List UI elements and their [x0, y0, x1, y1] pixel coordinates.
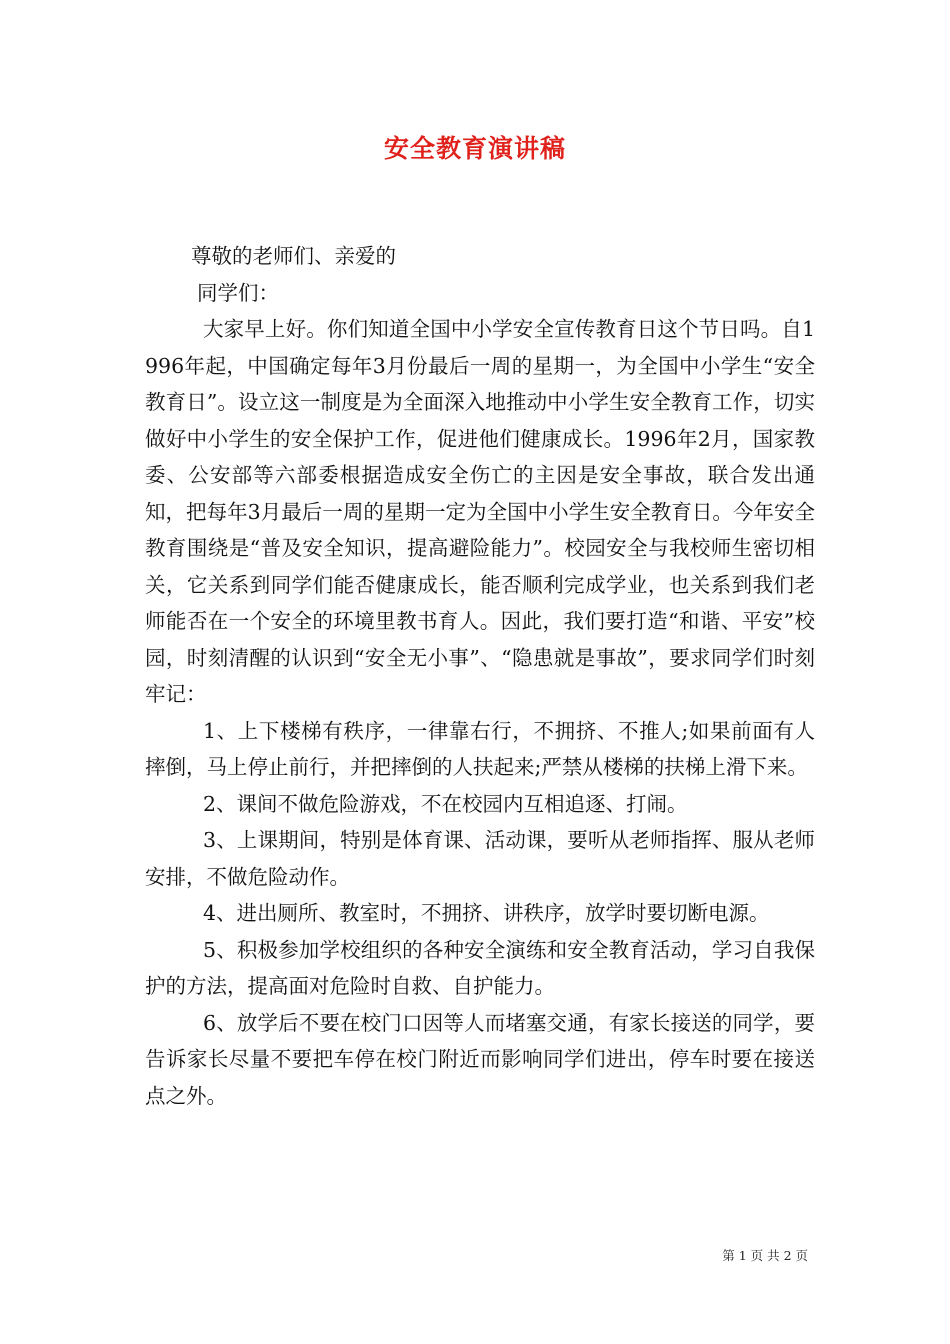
- document-title: 安全教育演讲稿: [383, 134, 566, 163]
- document-body: [145, 238, 815, 1114]
- salutation-line-1: 尊敬的老师们、亲爱的: [191, 244, 396, 268]
- salutation-line-2: 同学们：: [197, 280, 279, 305]
- paragraph-rule-5: 5、积极参加学校组织的各种安全演练和安全教育活动，学习自我保护的方法，提高面对危险时自救、自护能力。: [145, 937, 815, 998]
- paragraph-intro: 大家早上好。你们知道全国中小学安全宣传教育日这个节日吗。自1996年起，中国确定每年3月份最后一周的星期一，为全国中小学生“安全教育日”。设立这一制度是为全面深入地推动中小学生安全教育工作，切实做好中小学生的安全保护工作，促进他们健康成长。1996年2月，国家教委、公安部等六部委根据造成安全伤亡的主因是安全事故，联合发出通知，把每年3月最后一周的星期一定为全国中小学生安全教育日。今年安全教育围绕是“普及安全知识，提高避险能力”。校园安全与我校师生密切相关，它关系到同学们能否健康成长，能否顺利完成学业，也关系到我们老师能否在一个安全的环境里教书育人。因此，我们要打造“和谐、平安”校园，时刻清醒的认识到“安全无小事”、“隐患就是事故”，要求同学们时刻牢记：: [145, 317, 815, 706]
- paragraph-rule-6: 6、放学后不要在校门口因等人而堵塞交通，有家长接送的同学，要告诉家长尽量不要把车停在校门附近而影响同学们进出，停车时要在接送点之外。: [145, 1010, 815, 1108]
- paragraph-rule-4: 4、进出厕所、教室时，不拥挤、讲秩序，放学时要切断电源。: [203, 901, 770, 925]
- paragraph-rule-2: 2、课间不做危险游戏，不在校园内互相追逐、打闹。: [203, 791, 688, 816]
- page-number-footer: 第 1 页 共 2 页: [722, 1248, 808, 1263]
- paragraph-rule-3: 3、上课期间，特别是体育课、活动课，要听从老师指挥、服从老师安排，不做危险动作。: [145, 828, 815, 889]
- paragraph-rule-1: 1、上下楼梯有秩序，一律靠右行，不拥挤、不推人;如果前面有人摔倒，马上停止前行，并把摔倒的人扶起来;严禁从楼梯的扶梯上滑下来。: [145, 718, 815, 779]
